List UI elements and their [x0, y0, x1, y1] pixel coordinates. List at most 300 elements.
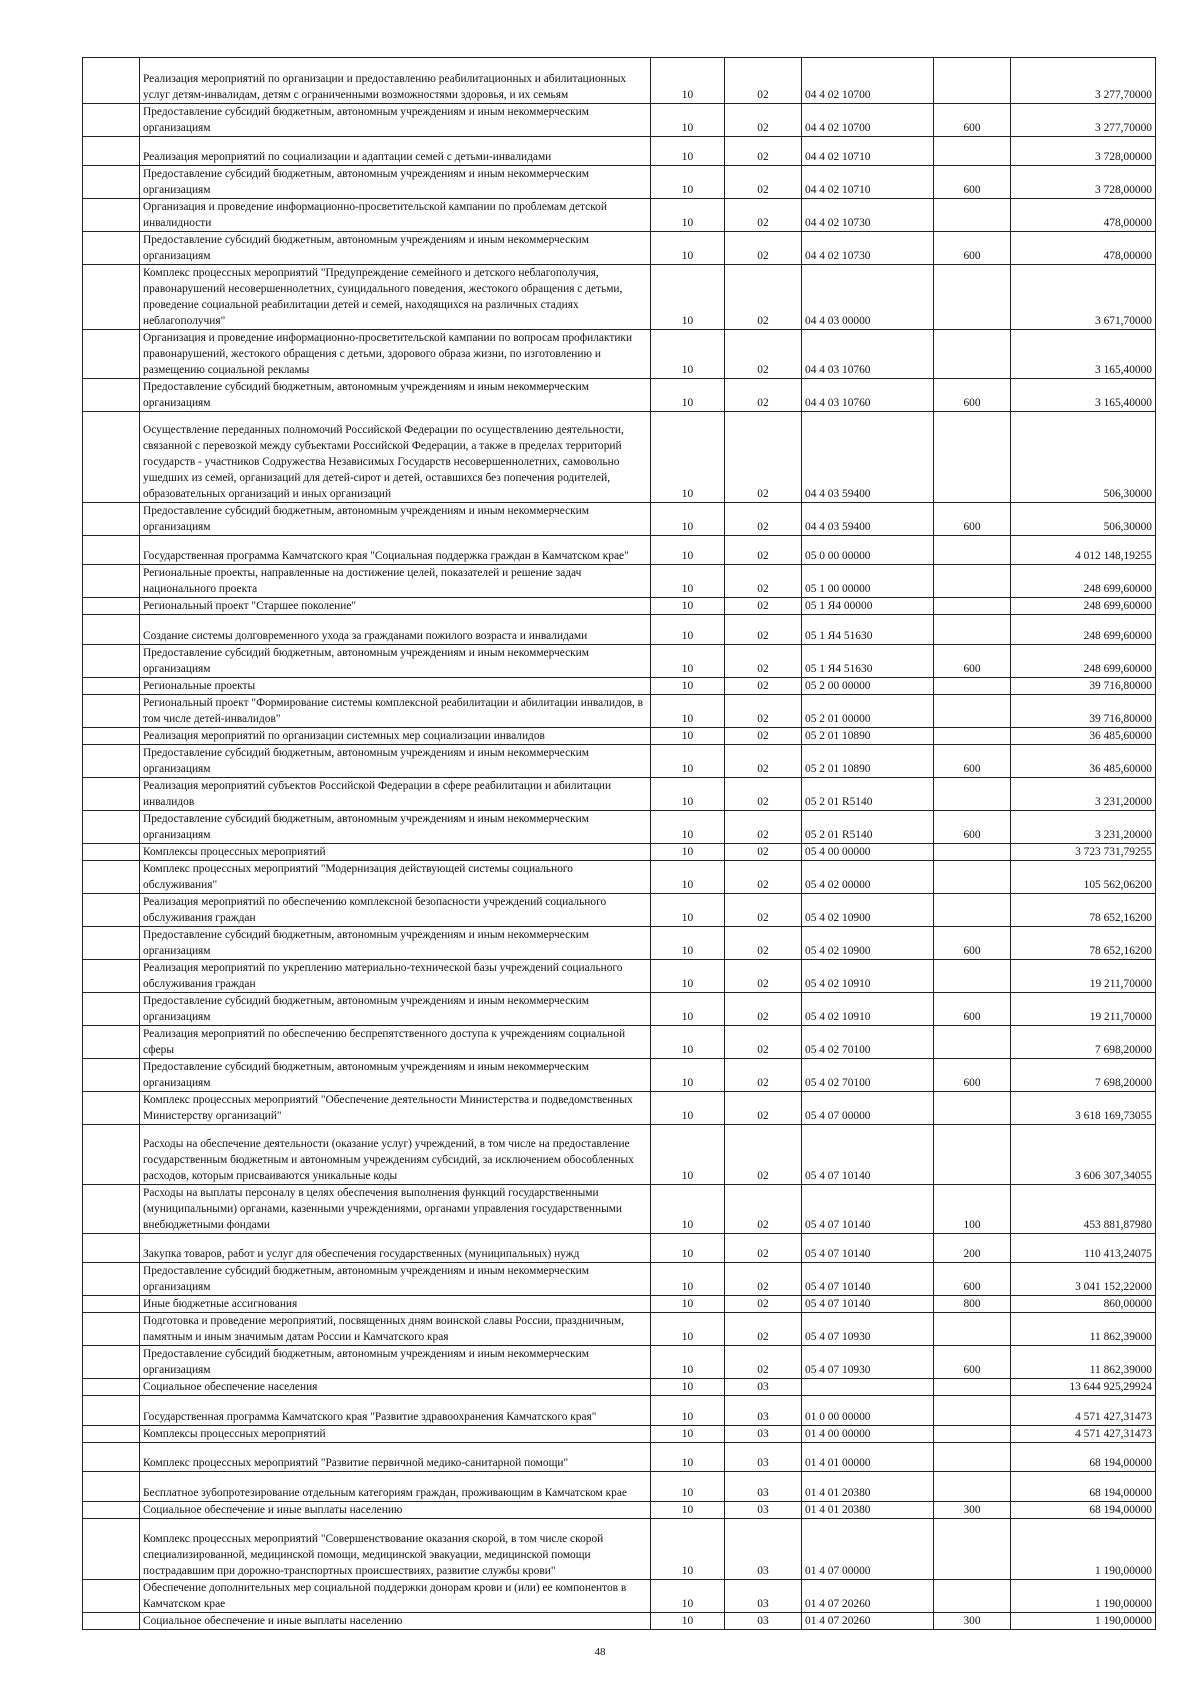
row-amount: 3 728,00000 [1011, 137, 1156, 166]
table-row [83, 1519, 1156, 1580]
row-target-code: 05 0 00 00000 [802, 536, 934, 565]
row-target-code: 05 2 01 R5140 [802, 811, 934, 844]
row-subsection-code: 02 [725, 565, 802, 598]
row-blank-cell [83, 137, 140, 166]
row-section-code: 10 [651, 745, 725, 778]
table-row [83, 1313, 1156, 1346]
row-blank-cell [83, 565, 140, 598]
row-section-code: 10 [651, 58, 725, 104]
row-expense-type-code [934, 58, 1011, 104]
row-expense-type-code: 600 [934, 993, 1011, 1026]
row-target-code: 01 4 07 20260 [802, 1580, 934, 1613]
row-name: Предоставление субсидий бюджетным, автономным учреждениям и иным некоммерческим организациям [140, 993, 651, 1026]
row-expense-type-code: 800 [934, 1296, 1011, 1313]
row-target-code: 04 4 02 10700 [802, 58, 934, 104]
row-name: Региональный проект "Формирование системы комплексной реабилитации и абилитации инвалидов, в том числе детей-инвалидов" [140, 695, 651, 728]
row-amount: 39 716,80000 [1011, 695, 1156, 728]
table-row [83, 1185, 1156, 1234]
row-section-code: 10 [651, 1346, 725, 1379]
row-section-code: 10 [651, 598, 725, 615]
row-subsection-code: 02 [725, 645, 802, 678]
row-blank-cell [83, 1313, 140, 1346]
table-row [83, 1296, 1156, 1313]
row-amount: 506,30000 [1011, 412, 1156, 503]
row-name: Расходы на выплаты персоналу в целях обеспечения выполнения функций государственными (муниципальными) органами, казенными учреждениями, органами управления государственными внебюджетными фондами [140, 1185, 651, 1234]
table-row [83, 199, 1156, 232]
row-subsection-code: 02 [725, 598, 802, 615]
row-blank-cell [83, 678, 140, 695]
row-subsection-code: 02 [725, 1185, 802, 1234]
table-row [83, 993, 1156, 1026]
row-expense-type-code [934, 1426, 1011, 1443]
row-amount: 19 211,70000 [1011, 993, 1156, 1026]
row-subsection-code: 02 [725, 199, 802, 232]
row-target-code: 04 4 03 59400 [802, 412, 934, 503]
row-section-code: 10 [651, 927, 725, 960]
row-expense-type-code [934, 565, 1011, 598]
row-target-code: 05 4 07 10140 [802, 1125, 934, 1185]
row-blank-cell [83, 861, 140, 894]
table-row [83, 1346, 1156, 1379]
row-subsection-code: 02 [725, 503, 802, 536]
row-blank-cell [83, 330, 140, 379]
row-amount: 19 211,70000 [1011, 960, 1156, 993]
row-blank-cell [83, 960, 140, 993]
row-name: Иные бюджетные ассигнования [140, 1296, 651, 1313]
row-subsection-code: 02 [725, 695, 802, 728]
row-blank-cell [83, 1426, 140, 1443]
row-name: Предоставление субсидий бюджетным, автономным учреждениям и иным некоммерческим организациям [140, 1263, 651, 1296]
row-target-code: 05 4 07 10930 [802, 1346, 934, 1379]
row-section-code: 10 [651, 1472, 725, 1502]
row-target-code: 04 4 02 10710 [802, 166, 934, 199]
row-name: Предоставление субсидий бюджетным, автономным учреждениям и иным некоммерческим организациям [140, 379, 651, 412]
row-name: Предоставление субсидий бюджетным, автономным учреждениям и иным некоммерческим организациям [140, 104, 651, 137]
row-target-code: 05 4 07 10140 [802, 1296, 934, 1313]
row-subsection-code: 02 [725, 536, 802, 565]
row-target-code: 01 4 01 20380 [802, 1472, 934, 1502]
row-blank-cell [83, 598, 140, 615]
row-subsection-code: 02 [725, 960, 802, 993]
row-expense-type-code: 600 [934, 1059, 1011, 1092]
table-row [83, 1092, 1156, 1125]
table-row [83, 1125, 1156, 1185]
table-row [83, 1059, 1156, 1092]
row-section-code: 10 [651, 728, 725, 745]
row-target-code: 05 4 00 00000 [802, 844, 934, 861]
row-subsection-code: 02 [725, 1092, 802, 1125]
row-subsection-code: 03 [725, 1426, 802, 1443]
row-target-code: 05 4 02 70100 [802, 1026, 934, 1059]
row-section-code: 10 [651, 412, 725, 503]
row-blank-cell [83, 1059, 140, 1092]
row-expense-type-code: 600 [934, 811, 1011, 844]
row-expense-type-code [934, 598, 1011, 615]
row-subsection-code: 03 [725, 1443, 802, 1472]
row-name: Реализация мероприятий по обеспечению комплексной безопасности учреждений социального обслуживания граждан [140, 894, 651, 927]
table-row [83, 927, 1156, 960]
row-subsection-code: 02 [725, 232, 802, 265]
row-subsection-code: 02 [725, 728, 802, 745]
row-target-code: 05 2 01 10890 [802, 728, 934, 745]
row-name: Реализация мероприятий по организации и предоставлению реабилитационных и абилитационных услуг детям-инвалидам, детям с ограниченными возможностями здоровья, и их семьям [140, 58, 651, 104]
row-amount: 3 165,40000 [1011, 330, 1156, 379]
row-blank-cell [83, 745, 140, 778]
row-amount: 68 194,00000 [1011, 1443, 1156, 1472]
row-target-code: 04 4 03 00000 [802, 265, 934, 330]
row-subsection-code: 02 [725, 615, 802, 645]
row-subsection-code: 02 [725, 1059, 802, 1092]
row-section-code: 10 [651, 503, 725, 536]
table-row [83, 330, 1156, 379]
row-expense-type-code: 600 [934, 1263, 1011, 1296]
table-row [83, 844, 1156, 861]
row-name: Предоставление субсидий бюджетным, автономным учреждениям и иным некоммерческим организациям [140, 166, 651, 199]
row-expense-type-code [934, 960, 1011, 993]
row-amount: 7 698,20000 [1011, 1059, 1156, 1092]
row-amount: 478,00000 [1011, 232, 1156, 265]
row-target-code: 04 4 03 10760 [802, 330, 934, 379]
row-section-code: 10 [651, 1125, 725, 1185]
row-expense-type-code: 600 [934, 166, 1011, 199]
row-amount: 110 413,24075 [1011, 1234, 1156, 1263]
row-subsection-code: 02 [725, 811, 802, 844]
row-name: Реализация мероприятий субъектов Российской Федерации в сфере реабилитации и абилитации инвалидов [140, 778, 651, 811]
row-expense-type-code: 600 [934, 1346, 1011, 1379]
row-section-code: 10 [651, 844, 725, 861]
table-row [83, 379, 1156, 412]
table-row [83, 166, 1156, 199]
row-blank-cell [83, 58, 140, 104]
row-name: Региональный проект "Старшее поколение" [140, 598, 651, 615]
row-blank-cell [83, 503, 140, 536]
row-blank-cell [83, 993, 140, 1026]
row-section-code: 10 [651, 1502, 725, 1519]
row-subsection-code: 03 [725, 1396, 802, 1426]
row-amount: 3 041 152,22000 [1011, 1263, 1156, 1296]
row-subsection-code: 03 [725, 1379, 802, 1396]
row-section-code: 10 [651, 861, 725, 894]
table-row [83, 1472, 1156, 1502]
row-section-code: 10 [651, 778, 725, 811]
row-amount: 11 862,39000 [1011, 1313, 1156, 1346]
row-amount: 1 190,00000 [1011, 1580, 1156, 1613]
row-expense-type-code [934, 1125, 1011, 1185]
row-target-code: 05 2 01 R5140 [802, 778, 934, 811]
row-target-code [802, 1379, 934, 1396]
row-section-code: 10 [651, 1185, 725, 1234]
row-blank-cell [83, 1296, 140, 1313]
row-subsection-code: 02 [725, 265, 802, 330]
table-row [83, 1613, 1156, 1630]
table-row [83, 645, 1156, 678]
table-row [83, 728, 1156, 745]
table-row [83, 1263, 1156, 1296]
row-blank-cell [83, 232, 140, 265]
row-amount: 4 571 427,31473 [1011, 1426, 1156, 1443]
table-row [83, 894, 1156, 927]
row-target-code: 05 4 02 10900 [802, 927, 934, 960]
table-row [83, 137, 1156, 166]
row-section-code: 10 [651, 894, 725, 927]
row-amount: 453 881,87980 [1011, 1185, 1156, 1234]
row-name: Реализация мероприятий по социализации и адаптации семей с детьми-инвалидами [140, 137, 651, 166]
row-target-code: 04 4 03 10760 [802, 379, 934, 412]
row-subsection-code: 02 [725, 1234, 802, 1263]
row-subsection-code: 02 [725, 330, 802, 379]
row-name: Предоставление субсидий бюджетным, автономным учреждениям и иным некоммерческим организациям [140, 811, 651, 844]
row-target-code: 01 4 01 20380 [802, 1502, 934, 1519]
row-expense-type-code [934, 137, 1011, 166]
row-subsection-code: 02 [725, 379, 802, 412]
row-amount: 78 652,16200 [1011, 927, 1156, 960]
row-section-code: 10 [651, 1059, 725, 1092]
row-expense-type-code [934, 678, 1011, 695]
row-section-code: 10 [651, 615, 725, 645]
row-amount: 7 698,20000 [1011, 1026, 1156, 1059]
row-blank-cell [83, 166, 140, 199]
row-blank-cell [83, 927, 140, 960]
row-name: Реализация мероприятий по укреплению материально-технической базы учреждений социального обслуживания граждан [140, 960, 651, 993]
row-section-code: 10 [651, 1443, 725, 1472]
table-row [83, 503, 1156, 536]
row-name: Социальное обеспечение и иные выплаты населению [140, 1502, 651, 1519]
row-target-code: 05 4 07 10140 [802, 1185, 934, 1234]
row-blank-cell [83, 1125, 140, 1185]
table-row [83, 565, 1156, 598]
row-target-code: 05 4 02 10910 [802, 993, 934, 1026]
row-subsection-code: 02 [725, 1346, 802, 1379]
row-blank-cell [83, 1092, 140, 1125]
row-subsection-code: 02 [725, 1263, 802, 1296]
row-expense-type-code [934, 536, 1011, 565]
row-name: Предоставление субсидий бюджетным, автономным учреждениям и иным некоммерческим организациям [140, 645, 651, 678]
row-amount: 36 485,60000 [1011, 745, 1156, 778]
row-name: Комплекс процессных мероприятий "Предупреждение семейного и детского неблагополучия, правонарушений несовершеннолетних, суицидального поведения, жестокого обращения с детьми, проведение социальной реабилитации детей и семей, находящихся на различных стадиях неблагополучия" [140, 265, 651, 330]
table-row [83, 811, 1156, 844]
row-amount: 3 723 731,79255 [1011, 844, 1156, 861]
table-row [83, 1426, 1156, 1443]
row-expense-type-code [934, 1313, 1011, 1346]
table-row [83, 1234, 1156, 1263]
row-target-code: 01 4 07 00000 [802, 1519, 934, 1580]
table-row [83, 960, 1156, 993]
row-name: Предоставление субсидий бюджетным, автономным учреждениям и иным некоммерческим организациям [140, 232, 651, 265]
row-expense-type-code [934, 894, 1011, 927]
row-expense-type-code: 600 [934, 503, 1011, 536]
row-blank-cell [83, 778, 140, 811]
row-amount: 1 190,00000 [1011, 1613, 1156, 1630]
row-subsection-code: 02 [725, 778, 802, 811]
row-expense-type-code [934, 1379, 1011, 1396]
row-expense-type-code [934, 728, 1011, 745]
row-amount: 248 699,60000 [1011, 615, 1156, 645]
row-expense-type-code: 600 [934, 927, 1011, 960]
row-blank-cell [83, 811, 140, 844]
row-expense-type-code [934, 1519, 1011, 1580]
row-blank-cell [83, 728, 140, 745]
row-target-code: 05 4 02 10910 [802, 960, 934, 993]
row-amount: 36 485,60000 [1011, 728, 1156, 745]
row-subsection-code: 03 [725, 1519, 802, 1580]
row-target-code: 05 1 Я4 51630 [802, 615, 934, 645]
row-name: Обеспечение дополнительных мер социальной поддержки донорам крови и (или) ее компонентов в Камчатском крае [140, 1580, 651, 1613]
row-subsection-code: 02 [725, 894, 802, 927]
row-name: Бесплатное зубопротезирование отдельным категориям граждан, проживающим в Камчатском крае [140, 1472, 651, 1502]
row-subsection-code: 02 [725, 58, 802, 104]
row-amount: 39 716,80000 [1011, 678, 1156, 695]
row-blank-cell [83, 1472, 140, 1502]
row-expense-type-code [934, 1396, 1011, 1426]
row-expense-type-code [934, 695, 1011, 728]
budget-table [82, 57, 1156, 1630]
row-name: Государственная программа Камчатского края "Развитие здравоохранения Камчатского края" [140, 1396, 651, 1426]
row-subsection-code: 02 [725, 1313, 802, 1346]
row-name: Региональные проекты [140, 678, 651, 695]
row-target-code: 04 4 02 10730 [802, 232, 934, 265]
row-blank-cell [83, 265, 140, 330]
row-blank-cell [83, 104, 140, 137]
budget-table-body [83, 58, 1156, 1630]
row-name: Организация и проведение информационно-просветительской кампании по проблемам детской инвалидности [140, 199, 651, 232]
row-section-code: 10 [651, 565, 725, 598]
row-expense-type-code [934, 1472, 1011, 1502]
row-name: Организация и проведение информационно-просветительской кампании по вопросам профилактики правонарушений, жестокого обращения с детьми, здорового образа жизни, по изготовлению и размещению социальной рекламы [140, 330, 651, 379]
row-subsection-code: 02 [725, 137, 802, 166]
row-name: Комплекс процессных мероприятий "Обеспечение деятельности Министерства и подведомственных Министерству организаций" [140, 1092, 651, 1125]
row-target-code: 05 4 02 70100 [802, 1059, 934, 1092]
row-amount: 248 699,60000 [1011, 598, 1156, 615]
row-target-code: 04 4 02 10700 [802, 104, 934, 137]
row-section-code: 10 [651, 993, 725, 1026]
row-section-code: 10 [651, 960, 725, 993]
row-expense-type-code [934, 330, 1011, 379]
row-subsection-code: 02 [725, 166, 802, 199]
row-amount: 248 699,60000 [1011, 565, 1156, 598]
row-section-code: 10 [651, 695, 725, 728]
table-row [83, 536, 1156, 565]
row-name: Комплексы процессных мероприятий [140, 844, 651, 861]
table-row [83, 1026, 1156, 1059]
row-blank-cell [83, 1519, 140, 1580]
row-target-code: 01 4 07 20260 [802, 1613, 934, 1630]
row-amount: 3 671,70000 [1011, 265, 1156, 330]
table-row [83, 58, 1156, 104]
row-target-code: 05 2 01 00000 [802, 695, 934, 728]
row-subsection-code: 03 [725, 1613, 802, 1630]
row-target-code: 05 4 07 10140 [802, 1263, 934, 1296]
row-blank-cell [83, 1263, 140, 1296]
row-amount: 3 728,00000 [1011, 166, 1156, 199]
row-name: Создание системы долговременного ухода за гражданами пожилого возраста и инвалидами [140, 615, 651, 645]
row-name: Реализация мероприятий по организации системных мер социализации инвалидов [140, 728, 651, 745]
row-name: Комплекс процессных мероприятий "Модернизация действующей системы социального обслуживания" [140, 861, 651, 894]
row-blank-cell [83, 379, 140, 412]
row-expense-type-code [934, 844, 1011, 861]
row-subsection-code: 02 [725, 861, 802, 894]
row-subsection-code: 02 [725, 844, 802, 861]
table-row [83, 1580, 1156, 1613]
row-expense-type-code: 100 [934, 1185, 1011, 1234]
row-target-code: 01 0 00 00000 [802, 1396, 934, 1426]
row-expense-type-code: 600 [934, 379, 1011, 412]
row-blank-cell [83, 1026, 140, 1059]
table-row [83, 678, 1156, 695]
row-amount: 860,00000 [1011, 1296, 1156, 1313]
row-expense-type-code [934, 615, 1011, 645]
table-row [83, 412, 1156, 503]
row-target-code: 05 4 07 10140 [802, 1234, 934, 1263]
row-amount: 478,00000 [1011, 199, 1156, 232]
row-target-code: 04 4 03 59400 [802, 503, 934, 536]
row-blank-cell [83, 1379, 140, 1396]
row-amount: 3 277,70000 [1011, 104, 1156, 137]
row-target-code: 05 4 02 00000 [802, 861, 934, 894]
row-name: Региональные проекты, направленные на достижение целей, показателей и решение задач национального проекта [140, 565, 651, 598]
row-section-code: 10 [651, 1026, 725, 1059]
row-amount: 11 862,39000 [1011, 1346, 1156, 1379]
row-target-code: 05 4 02 10900 [802, 894, 934, 927]
row-expense-type-code [934, 199, 1011, 232]
row-subsection-code: 02 [725, 927, 802, 960]
row-blank-cell [83, 199, 140, 232]
row-section-code: 10 [651, 1296, 725, 1313]
row-section-code: 10 [651, 232, 725, 265]
row-blank-cell [83, 1613, 140, 1630]
row-blank-cell [83, 412, 140, 503]
row-blank-cell [83, 1234, 140, 1263]
row-name: Комплекс процессных мероприятий "Совершенствование оказания скорой, в том числе скорой специализированной, медицинской помощи, медицинской эвакуации, медицинской помощи пострадавшим при дорожно-транспортных происшествиях, развитие службы крови" [140, 1519, 651, 1580]
row-target-code: 05 1 00 00000 [802, 565, 934, 598]
row-amount: 3 165,40000 [1011, 379, 1156, 412]
row-expense-type-code: 200 [934, 1234, 1011, 1263]
row-subsection-code: 02 [725, 1026, 802, 1059]
row-blank-cell [83, 844, 140, 861]
table-row [83, 745, 1156, 778]
row-expense-type-code [934, 1092, 1011, 1125]
table-row [83, 104, 1156, 137]
row-expense-type-code: 600 [934, 104, 1011, 137]
row-amount: 4 012 148,19255 [1011, 536, 1156, 565]
row-subsection-code: 02 [725, 678, 802, 695]
row-expense-type-code: 300 [934, 1613, 1011, 1630]
row-target-code: 01 4 01 00000 [802, 1443, 934, 1472]
row-blank-cell [83, 1580, 140, 1613]
row-expense-type-code: 600 [934, 645, 1011, 678]
row-expense-type-code [934, 1443, 1011, 1472]
row-section-code: 10 [651, 536, 725, 565]
row-section-code: 10 [651, 1234, 725, 1263]
row-target-code: 04 4 02 10710 [802, 137, 934, 166]
row-blank-cell [83, 645, 140, 678]
row-blank-cell [83, 1185, 140, 1234]
row-name: Подготовка и проведение мероприятий, посвященных дням воинской славы России, праздничным, памятным и иным значимым датам России и Камчатского края [140, 1313, 651, 1346]
row-name: Реализация мероприятий по обеспечению беспрепятственного доступа к учреждениям социальной сферы [140, 1026, 651, 1059]
row-target-code: 05 2 01 10890 [802, 745, 934, 778]
row-amount: 68 194,00000 [1011, 1472, 1156, 1502]
row-subsection-code: 02 [725, 104, 802, 137]
row-section-code: 10 [651, 265, 725, 330]
row-subsection-code: 02 [725, 993, 802, 1026]
row-section-code: 10 [651, 645, 725, 678]
table-row [83, 615, 1156, 645]
row-name: Закупка товаров, работ и услуг для обеспечения государственных (муниципальных) нужд [140, 1234, 651, 1263]
row-name: Социальное обеспечение и иные выплаты населению [140, 1613, 651, 1630]
row-expense-type-code: 600 [934, 745, 1011, 778]
row-name: Предоставление субсидий бюджетным, автономным учреждениям и иным некоммерческим организациям [140, 503, 651, 536]
row-amount: 1 190,00000 [1011, 1519, 1156, 1580]
row-amount: 78 652,16200 [1011, 894, 1156, 927]
